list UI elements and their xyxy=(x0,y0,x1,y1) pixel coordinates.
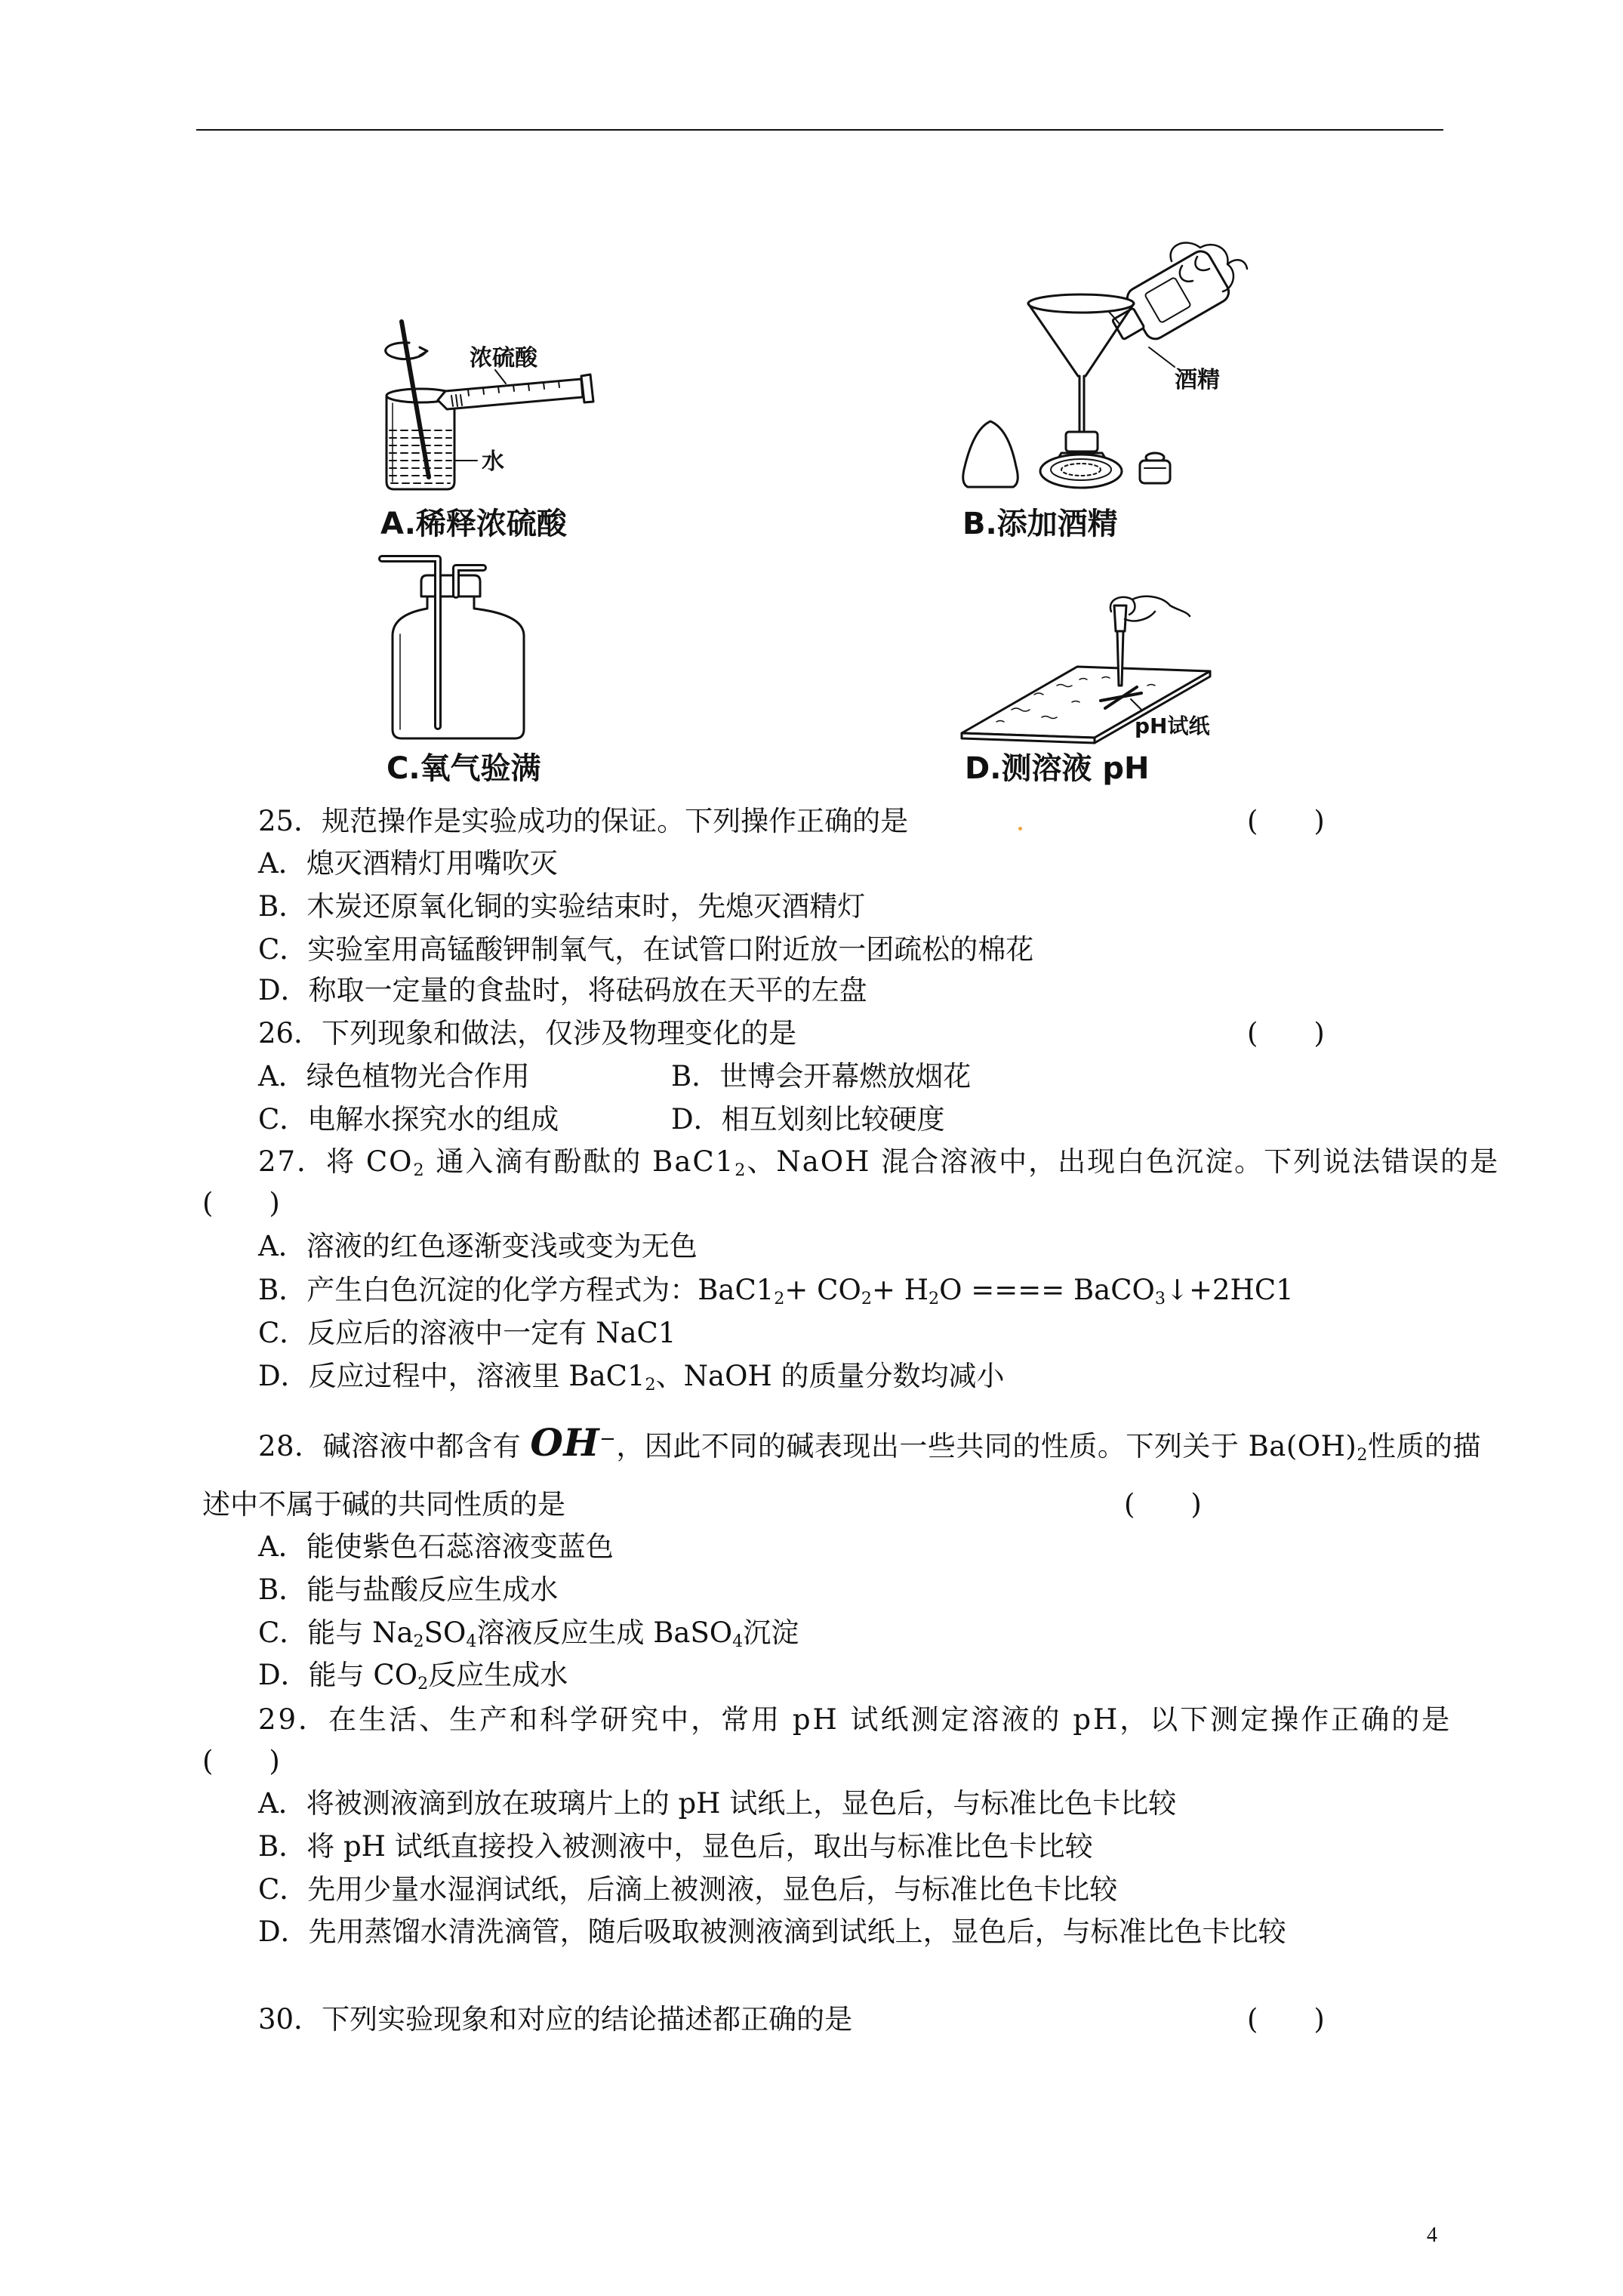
question-26-option-a: A．绿色植物光合作用 xyxy=(258,1060,530,1093)
question-27-option-b xyxy=(258,1268,1294,1311)
alcohol-leader-line xyxy=(1149,347,1175,367)
subscript: 2 xyxy=(929,1289,940,1309)
figure-c-illustration xyxy=(377,551,559,747)
text-run: 溶液反应生成 BaSO xyxy=(476,1616,733,1649)
text-run: ，因此不同的碱表现出一些共同的性质。下列关于 Ba(OH) xyxy=(616,1430,1357,1462)
page-header-rule xyxy=(196,129,1443,131)
subscript: 2 xyxy=(774,1289,785,1309)
question-28-answer-blank: ( ) xyxy=(1124,1488,1202,1521)
question-26-option-d: D．相互划刻比较硬度 xyxy=(671,1103,945,1136)
question-28-option-b: B．能与盐酸反应生成水 xyxy=(258,1573,559,1606)
question-25-option-b: B．木炭还原氧化铜的实验结束时，先熄灭酒精灯 xyxy=(258,890,866,923)
question-25-option-d: D．称取一定量的食盐时，将砝码放在天平的左盘 xyxy=(258,974,867,1006)
question-25-stem: 25．规范操作是实验成功的保证。下列操作正确的是 xyxy=(258,805,909,837)
question-25-answer-blank: ( ) xyxy=(1247,805,1325,837)
question-27-option-d xyxy=(258,1354,1004,1398)
text-run: 27．将 CO xyxy=(258,1145,414,1178)
question-27-stem xyxy=(258,1140,1499,1183)
question-28-option-c xyxy=(258,1611,799,1654)
text-run: ↓+2HC1 xyxy=(1166,1274,1294,1306)
subscript: 2 xyxy=(417,1674,429,1694)
figure-b-caption: B.添加酒精 xyxy=(962,507,1118,541)
text-run: 、NaOH 混合溶液中，出现白色沉淀。下列说法错误的是 xyxy=(747,1145,1500,1178)
text-run: 、NaOH 的质量分数均减小 xyxy=(655,1360,1005,1392)
label-alcohol: 酒精 xyxy=(1175,367,1220,393)
text-run: 性质的描 xyxy=(1367,1430,1481,1462)
figure-b-illustration xyxy=(951,234,1253,506)
glass-rod xyxy=(402,322,429,477)
small-lamp-cap xyxy=(1140,453,1170,483)
text-run: D．反应过程中，溶液里 BaC1 xyxy=(258,1360,645,1392)
question-28-option-d xyxy=(258,1653,568,1697)
figure-a-illustration xyxy=(362,317,611,506)
question-30-stem: 30．下列实验现象和对应的结论描述都正确的是 xyxy=(258,2003,853,2036)
question-29-option-c: C．先用少量水湿润试纸，后滴上被测液，显色后，与标准比色卡比较 xyxy=(258,1873,1118,1906)
question-25-option-a: A．熄灭酒精灯用嘴吹灭 xyxy=(258,847,558,880)
text-run: 反应生成水 xyxy=(428,1659,568,1691)
text-run: SO xyxy=(423,1616,467,1649)
question-29-option-a: A．将被测液滴到放在玻璃片上的 pH 试纸上，显色后，与标准比色卡比较 xyxy=(258,1787,1177,1820)
question-28-option-a: A．能使紫色石蕊溶液变蓝色 xyxy=(258,1530,614,1563)
text-run: + H xyxy=(871,1274,929,1306)
text-run: 沉淀 xyxy=(743,1616,799,1649)
alcohol-lamp xyxy=(1040,432,1122,488)
subscript: 4 xyxy=(732,1632,744,1652)
figure-d-caption: D.测溶液 pH xyxy=(965,751,1150,786)
figure-d-illustration xyxy=(951,589,1268,747)
stirring-arrowhead xyxy=(420,347,427,356)
question-28-stem-line-2: 述中不属于碱的共同性质的是 xyxy=(202,1488,565,1521)
scan-artifact-dot xyxy=(1018,827,1022,831)
subscript: 2 xyxy=(413,1632,424,1652)
acid-leader-line xyxy=(495,370,506,384)
question-29-option-b: B．将 pH 试纸直接投入被测液中，显色后，取出与标准比色卡比较 xyxy=(258,1830,1093,1863)
subscript: 2 xyxy=(1357,1445,1368,1465)
question-27-option-c: C．反应后的溶液中一定有 NaC1 xyxy=(258,1317,676,1349)
question-26-option-b: B．世博会开幕燃放烟花 xyxy=(671,1060,972,1093)
bottle-stopper xyxy=(421,575,480,596)
subscript: 2 xyxy=(413,1160,426,1181)
text-run: D．能与 CO xyxy=(258,1659,418,1691)
question-30-answer-blank: ( ) xyxy=(1247,2003,1325,2036)
text-run: O ==== BaCO xyxy=(939,1274,1155,1306)
label-concentrated-sulfuric-acid: 浓硫酸 xyxy=(470,345,537,371)
subscript: 4 xyxy=(466,1632,477,1652)
label-ph-test-paper: pH试纸 xyxy=(1135,713,1210,738)
superscript-charge: − xyxy=(599,1427,617,1450)
hydroxide-ion-symbol: OH xyxy=(530,1420,600,1465)
text-run: 28．碱溶液中都含有 xyxy=(258,1430,531,1462)
question-27-answer-blank: ( ) xyxy=(202,1187,280,1219)
gas-bottle xyxy=(393,593,524,738)
subscript: 2 xyxy=(861,1289,872,1309)
text-run: + CO xyxy=(784,1274,861,1306)
question-28-stem-line-1 xyxy=(258,1421,1481,1464)
question-26-stem: 26．下列现象和做法，仅涉及物理变化的是 xyxy=(258,1017,797,1049)
question-29-answer-blank: ( ) xyxy=(202,1745,280,1777)
text-run: C．能与 Na xyxy=(258,1616,414,1649)
question-29-option-d: D．先用蒸馏水清洗滴管，随后吸取被测液滴到试纸上，显色后，与标准比色卡比较 xyxy=(258,1915,1286,1948)
question-26-option-c: C．电解水探究水的组成 xyxy=(258,1103,559,1136)
page-number: 4 xyxy=(1427,2224,1437,2247)
text-run: B．产生白色沉淀的化学方程式为：BaC1 xyxy=(258,1274,775,1306)
figure-a-caption: A.稀释浓硫酸 xyxy=(380,507,567,541)
question-25-option-c: C．实验室用高锰酸钾制氧气，在试管口附近放一团疏松的棉花 xyxy=(258,933,1034,966)
question-26-answer-blank: ( ) xyxy=(1247,1017,1325,1049)
label-water: 水 xyxy=(482,448,504,475)
acid-cylinder xyxy=(438,374,593,409)
figure-c-caption: C.氧气验满 xyxy=(387,751,541,786)
question-27-option-a: A．溶液的红色逐渐变浅或变为无色 xyxy=(258,1230,698,1262)
lamp-cap-cone xyxy=(963,421,1018,487)
text-run: 通入滴有酚酞的 BaC1 xyxy=(425,1145,735,1178)
subscript: 2 xyxy=(735,1160,747,1181)
subscript: 2 xyxy=(645,1375,656,1395)
subscript: 3 xyxy=(1154,1289,1166,1309)
question-29-stem: 29．在生活、生产和科学研究中，常用 pH 试纸测定溶液的 pH，以下测定操作正确的是 xyxy=(258,1703,1452,1736)
